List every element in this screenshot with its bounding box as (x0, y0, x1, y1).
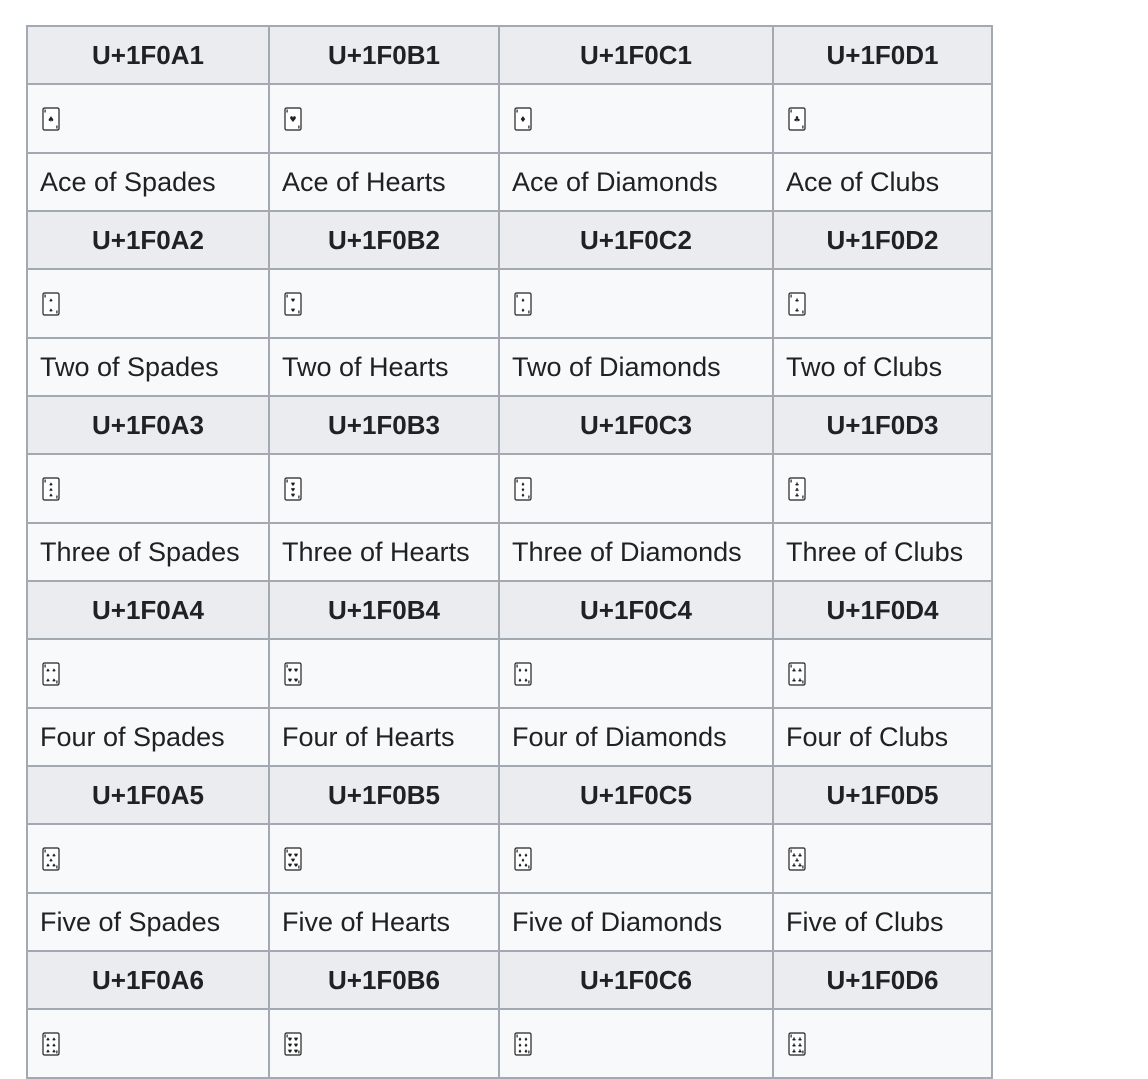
card-name: Four of Clubs (773, 708, 992, 766)
corner-index (802, 125, 803, 128)
corner-index (791, 109, 792, 112)
glyph-row (27, 824, 992, 893)
club-pip-icon: ♣ (791, 1036, 797, 1043)
glyph-cell (773, 269, 992, 338)
club-pip-icon: ♣ (794, 481, 800, 488)
heart-pip-icon: ♥ (289, 114, 297, 124)
glyph-cell (499, 824, 773, 893)
code-point-header: U+1F0C1 (499, 26, 773, 84)
diamond-pip-icon: ♦ (520, 487, 526, 493)
glyph-cell (269, 1009, 499, 1078)
code-point-header: U+1F0A6 (27, 951, 269, 1009)
spade-pip-icon: ♠ (48, 857, 54, 864)
corner-index (287, 479, 288, 482)
code-point-header: U+1F0B6 (269, 951, 499, 1009)
three-of-diamonds-card-icon (514, 477, 532, 501)
diamond-pip-icon: ♦ (517, 1042, 523, 1049)
code-point-header: U+1F0A3 (27, 396, 269, 454)
corner-index (528, 865, 529, 868)
club-pip-icon: ♣ (791, 1042, 797, 1049)
card-name: Ace of Hearts (269, 153, 499, 211)
corner-index (528, 1050, 529, 1053)
heart-pip-icon: ♥ (290, 487, 296, 493)
glyph-cell (27, 639, 269, 708)
card-name: Four of Diamonds (499, 708, 773, 766)
heart-pip-icon: ♥ (293, 1048, 299, 1055)
heart-pip-icon: ♥ (290, 481, 296, 488)
card-name: Three of Spades (27, 523, 269, 581)
diamond-pip-icon: ♦ (523, 1048, 529, 1055)
two-of-spades-card-icon (42, 292, 60, 316)
code-point-header: U+1F0B2 (269, 211, 499, 269)
corner-index (528, 125, 529, 128)
code-row (27, 581, 992, 639)
spade-pip-icon: ♠ (51, 852, 57, 859)
card-name: Five of Spades (27, 893, 269, 951)
glyph-cell (27, 454, 269, 523)
spade-pip-icon: ♠ (45, 852, 51, 859)
ace-of-diamonds-card-icon (514, 107, 532, 131)
card-name: Three of Diamonds (499, 523, 773, 581)
spade-pip-icon: ♠ (48, 481, 54, 488)
corner-index (517, 294, 518, 297)
corner-index (517, 109, 518, 112)
code-point-header: U+1F0B4 (269, 581, 499, 639)
club-pip-icon: ♣ (797, 677, 803, 684)
diamond-pip-icon: ♦ (517, 677, 523, 684)
corner-index (56, 495, 57, 498)
club-pip-icon: ♣ (791, 852, 797, 859)
code-point-header: U+1F0D5 (773, 766, 992, 824)
code-point-header: U+1F0A1 (27, 26, 269, 84)
glyph-cell (773, 824, 992, 893)
glyph-row (27, 1009, 992, 1078)
spade-pip-icon: ♠ (51, 677, 57, 684)
glyph-cell (27, 824, 269, 893)
six-of-diamonds-card-icon (514, 1032, 532, 1056)
ace-of-clubs-card-icon (788, 107, 806, 131)
heart-pip-icon: ♥ (287, 667, 293, 674)
glyph-cell (269, 639, 499, 708)
corner-index (56, 865, 57, 868)
four-of-clubs-card-icon (788, 662, 806, 686)
card-name: Five of Clubs (773, 893, 992, 951)
heart-pip-icon: ♥ (287, 852, 293, 859)
code-point-header: U+1F0C2 (499, 211, 773, 269)
name-row (27, 893, 992, 951)
name-row (27, 523, 992, 581)
diamond-pip-icon: ♦ (523, 677, 529, 684)
code-row (27, 951, 992, 1009)
club-pip-icon: ♣ (797, 667, 803, 674)
code-point-header: U+1F0C4 (499, 581, 773, 639)
corner-index (287, 109, 288, 112)
code-point-header: U+1F0B5 (269, 766, 499, 824)
playing-cards-table (26, 25, 993, 1079)
club-pip-icon: ♣ (797, 852, 803, 859)
spade-pip-icon: ♠ (45, 1036, 51, 1043)
code-row (27, 766, 992, 824)
spade-pip-icon: ♠ (45, 677, 51, 684)
code-point-header: U+1F0A2 (27, 211, 269, 269)
spade-pip-icon: ♠ (51, 862, 57, 869)
corner-index (287, 294, 288, 297)
club-pip-icon: ♣ (793, 114, 801, 124)
spade-pip-icon: ♠ (45, 1042, 51, 1049)
corner-index (528, 680, 529, 683)
name-row (27, 338, 992, 396)
code-point-header: U+1F0A4 (27, 581, 269, 639)
club-pip-icon: ♣ (791, 667, 797, 674)
spade-pip-icon: ♠ (48, 297, 54, 304)
card-name: Three of Clubs (773, 523, 992, 581)
code-point-header: U+1F0A5 (27, 766, 269, 824)
corner-index (56, 680, 57, 683)
code-point-header: U+1F0B3 (269, 396, 499, 454)
club-pip-icon: ♣ (791, 677, 797, 684)
heart-pip-icon: ♥ (287, 1042, 293, 1049)
three-of-hearts-card-icon (284, 477, 302, 501)
spade-pip-icon: ♠ (51, 1048, 57, 1055)
corner-index (791, 479, 792, 482)
corner-index (56, 310, 57, 313)
corner-index (528, 310, 529, 313)
corner-index (298, 1050, 299, 1053)
diamond-pip-icon: ♦ (520, 481, 526, 488)
spade-pip-icon: ♠ (48, 487, 54, 493)
heart-pip-icon: ♥ (287, 677, 293, 684)
card-name: Two of Diamonds (499, 338, 773, 396)
heart-pip-icon: ♥ (287, 862, 293, 869)
club-pip-icon: ♣ (797, 1036, 803, 1043)
heart-pip-icon: ♥ (290, 492, 296, 499)
club-pip-icon: ♣ (794, 297, 800, 304)
code-point-header: U+1F0C5 (499, 766, 773, 824)
heart-pip-icon: ♥ (293, 667, 299, 674)
code-point-header: U+1F0B1 (269, 26, 499, 84)
four-of-hearts-card-icon (284, 662, 302, 686)
card-name: Two of Hearts (269, 338, 499, 396)
spade-pip-icon: ♠ (45, 862, 51, 869)
code-point-header: U+1F0C3 (499, 396, 773, 454)
card-name: Ace of Spades (27, 153, 269, 211)
code-row (27, 396, 992, 454)
corner-index (802, 1050, 803, 1053)
ace-of-spades-card-icon (42, 107, 60, 131)
card-name: Five of Hearts (269, 893, 499, 951)
club-pip-icon: ♣ (797, 1048, 803, 1055)
four-of-spades-card-icon (42, 662, 60, 686)
corner-index (298, 125, 299, 128)
table-body (27, 26, 992, 1078)
spade-pip-icon: ♠ (45, 667, 51, 674)
glyph-cell (27, 84, 269, 153)
corner-index (45, 109, 46, 112)
glyph-row (27, 84, 992, 153)
card-name: Four of Hearts (269, 708, 499, 766)
club-pip-icon: ♣ (794, 857, 800, 864)
glyph-cell (269, 84, 499, 153)
corner-index (45, 294, 46, 297)
three-of-clubs-card-icon (788, 477, 806, 501)
heart-pip-icon: ♥ (287, 1048, 293, 1055)
diamond-pip-icon: ♦ (523, 1036, 529, 1043)
corner-index (298, 865, 299, 868)
five-of-spades-card-icon (42, 847, 60, 871)
diamond-pip-icon: ♦ (519, 114, 527, 124)
code-row (27, 211, 992, 269)
heart-pip-icon: ♥ (290, 297, 296, 304)
glyph-cell (499, 1009, 773, 1078)
heart-pip-icon: ♥ (287, 1036, 293, 1043)
six-of-hearts-card-icon (284, 1032, 302, 1056)
card-name: Two of Clubs (773, 338, 992, 396)
diamond-pip-icon: ♦ (517, 862, 523, 869)
diamond-pip-icon: ♦ (523, 852, 529, 859)
glyph-cell (269, 824, 499, 893)
six-of-clubs-card-icon (788, 1032, 806, 1056)
ace-of-hearts-card-icon (284, 107, 302, 131)
corner-index (56, 1050, 57, 1053)
corner-index (298, 680, 299, 683)
diamond-pip-icon: ♦ (520, 492, 526, 499)
five-of-hearts-card-icon (284, 847, 302, 871)
spade-pip-icon: ♠ (51, 1036, 57, 1043)
diamond-pip-icon: ♦ (517, 852, 523, 859)
corner-index (802, 310, 803, 313)
corner-index (528, 495, 529, 498)
code-point-header: U+1F0D2 (773, 211, 992, 269)
club-pip-icon: ♣ (797, 862, 803, 869)
code-point-header: U+1F0D6 (773, 951, 992, 1009)
glyph-cell (773, 1009, 992, 1078)
two-of-clubs-card-icon (788, 292, 806, 316)
two-of-hearts-card-icon (284, 292, 302, 316)
glyph-cell (269, 454, 499, 523)
glyph-cell (773, 454, 992, 523)
code-point-header: U+1F0D1 (773, 26, 992, 84)
corner-index (56, 125, 57, 128)
spade-pip-icon: ♠ (51, 667, 57, 674)
heart-pip-icon: ♥ (293, 852, 299, 859)
glyph-cell (269, 269, 499, 338)
spade-pip-icon: ♠ (48, 307, 54, 314)
spade-pip-icon: ♠ (47, 114, 55, 124)
glyph-cell (27, 269, 269, 338)
glyph-cell (499, 84, 773, 153)
corner-index (802, 680, 803, 683)
club-pip-icon: ♣ (794, 492, 800, 499)
spade-pip-icon: ♠ (48, 492, 54, 499)
club-pip-icon: ♣ (794, 487, 800, 493)
corner-index (298, 310, 299, 313)
corner-index (802, 495, 803, 498)
code-row (27, 26, 992, 84)
card-name: Ace of Diamonds (499, 153, 773, 211)
spade-pip-icon: ♠ (45, 1048, 51, 1055)
name-row (27, 153, 992, 211)
glyph-cell (499, 639, 773, 708)
diamond-pip-icon: ♦ (523, 667, 529, 674)
corner-index (45, 479, 46, 482)
spade-pip-icon: ♠ (51, 1042, 57, 1049)
diamond-pip-icon: ♦ (520, 857, 526, 864)
corner-index (802, 865, 803, 868)
corner-index (791, 294, 792, 297)
club-pip-icon: ♣ (791, 862, 797, 869)
glyph-row (27, 269, 992, 338)
glyph-cell (499, 454, 773, 523)
heart-pip-icon: ♥ (293, 1036, 299, 1043)
code-point-header: U+1F0D4 (773, 581, 992, 639)
heart-pip-icon: ♥ (290, 307, 296, 314)
four-of-diamonds-card-icon (514, 662, 532, 686)
heart-pip-icon: ♥ (293, 677, 299, 684)
six-of-spades-card-icon (42, 1032, 60, 1056)
card-name: Two of Spades (27, 338, 269, 396)
three-of-spades-card-icon (42, 477, 60, 501)
glyph-cell (773, 84, 992, 153)
card-name: Three of Hearts (269, 523, 499, 581)
glyph-cell (499, 269, 773, 338)
heart-pip-icon: ♥ (290, 857, 296, 864)
diamond-pip-icon: ♦ (520, 307, 526, 314)
heart-pip-icon: ♥ (293, 1042, 299, 1049)
glyph-row (27, 639, 992, 708)
code-point-header: U+1F0C6 (499, 951, 773, 1009)
five-of-diamonds-card-icon (514, 847, 532, 871)
heart-pip-icon: ♥ (293, 862, 299, 869)
diamond-pip-icon: ♦ (517, 1036, 523, 1043)
card-name: Five of Diamonds (499, 893, 773, 951)
five-of-clubs-card-icon (788, 847, 806, 871)
diamond-pip-icon: ♦ (517, 667, 523, 674)
card-name: Four of Spades (27, 708, 269, 766)
diamond-pip-icon: ♦ (523, 862, 529, 869)
club-pip-icon: ♣ (794, 307, 800, 314)
glyph-row (27, 454, 992, 523)
code-point-header: U+1F0D3 (773, 396, 992, 454)
diamond-pip-icon: ♦ (523, 1042, 529, 1049)
two-of-diamonds-card-icon (514, 292, 532, 316)
club-pip-icon: ♣ (797, 1042, 803, 1049)
diamond-pip-icon: ♦ (520, 297, 526, 304)
glyph-cell (27, 1009, 269, 1078)
card-name: Ace of Clubs (773, 153, 992, 211)
corner-index (298, 495, 299, 498)
diamond-pip-icon: ♦ (517, 1048, 523, 1055)
name-row (27, 708, 992, 766)
corner-index (517, 479, 518, 482)
glyph-cell (773, 639, 992, 708)
club-pip-icon: ♣ (791, 1048, 797, 1055)
